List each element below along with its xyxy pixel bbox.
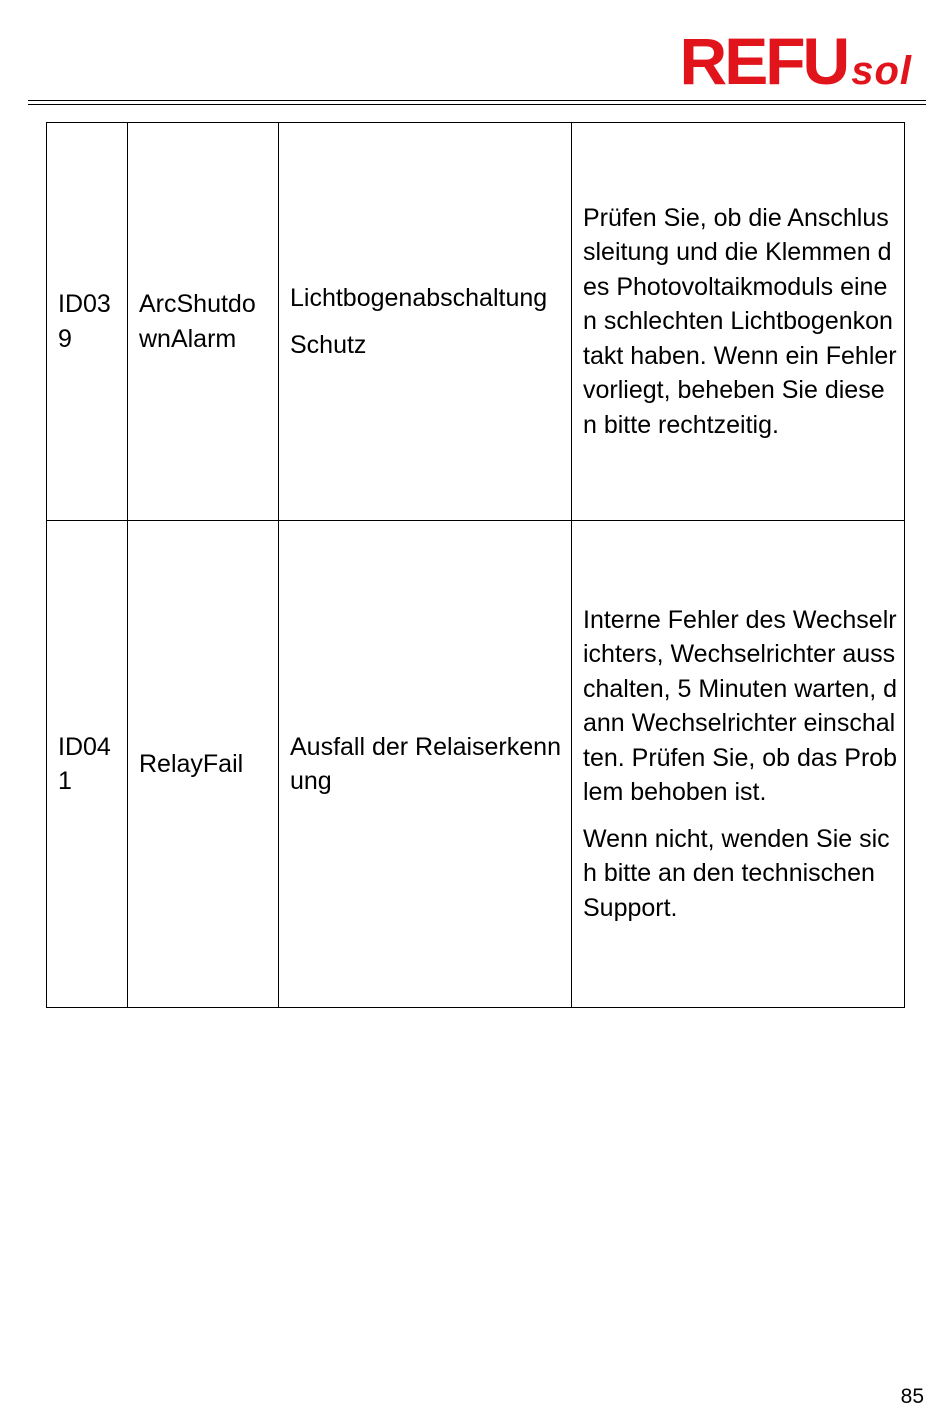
error-description-line: Ausfall der Relaiserkennung (290, 732, 561, 795)
error-name: RelayFail (139, 749, 244, 778)
table-row (47, 123, 905, 521)
error-code-table (46, 122, 905, 1008)
error-description-cell (279, 521, 572, 1008)
error-description-line: Lichtbogenabschaltung (290, 284, 548, 312)
error-solution-paragraph: Wenn nicht, wenden Sie sich bitte an den technischen Support. (583, 824, 890, 922)
table-row (47, 521, 905, 1008)
logo-suffix: sol (851, 49, 912, 93)
logo-wordmark: REFU (679, 24, 848, 98)
error-solution-cell (572, 521, 905, 1008)
error-id-cell (47, 123, 128, 521)
error-description-line: Schutz (290, 330, 367, 359)
error-solution-paragraph: Prüfen Sie, ob die Anschlussleitung und die Klemmen des Photovoltaikmoduls einen schlechten Lichtbogenkontakt haben. Wenn ein Fehler vorliegt, beheben Sie diesen bitte rechtzeitig. (583, 203, 897, 439)
error-solution-cell (572, 123, 905, 521)
error-id: ID039 (58, 290, 111, 353)
error-description-cell (279, 123, 572, 521)
refusol-logo (679, 24, 912, 98)
error-id-cell (47, 521, 128, 1008)
error-name: ArcShutdownAlarm (139, 290, 256, 353)
error-id: ID041 (58, 732, 111, 795)
error-name-cell (128, 123, 279, 521)
header-rule (28, 100, 926, 101)
page-number: 85 (900, 1385, 924, 1408)
error-name-cell (128, 521, 279, 1008)
header-rule-secondary (28, 104, 926, 105)
error-solution-paragraph: Interne Fehler des Wechselrichters, Wechselrichter ausschalten, 5 Minuten warten, dann Wechselrichter einschalten. Prüfen Sie, ob das Problem behoben ist. (583, 605, 898, 807)
